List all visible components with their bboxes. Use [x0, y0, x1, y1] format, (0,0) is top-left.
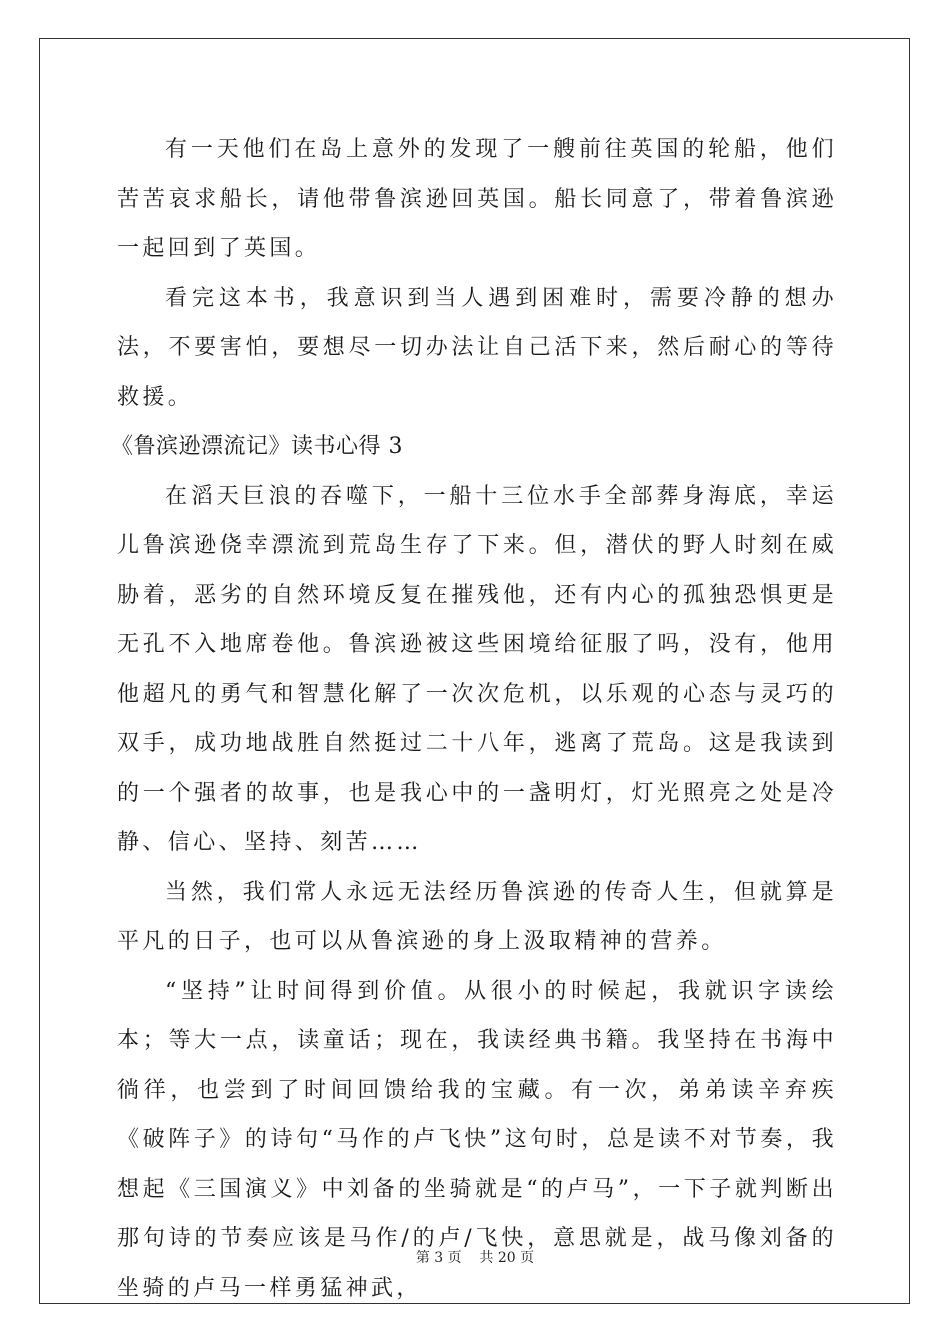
- paragraph: 看完这本书，我意识到当人遇到困难时，需要冷静的想办法，不要害怕，要想尽一切办法让自己活下来，然后耐心的等待救援。: [117, 285, 837, 410]
- paragraph: 当然，我们常人永远无法经历鲁滨逊的传奇人生，但就算是平凡的日子，也可以从鲁滨逊的身上汲取精神的营养。: [117, 879, 837, 954]
- document-body: [111, 125, 837, 1313]
- paragraph: 有一天他们在岛上意外的发现了一艘前往英国的轮船，他们苦苦哀求船长，请他带鲁滨逊回英国。船长同意了，带着鲁滨逊一起回到了英国。: [117, 137, 837, 261]
- page-number-footer: 第 3 页 共 20 页: [415, 1250, 535, 1266]
- paragraph: 在滔天巨浪的吞噬下，一船十三位水手全部葬身海底，幸运儿鲁滨逊侥幸漂流到荒岛生存了下来。但，潜伏的野人时刻在威胁着，恶劣的自然环境反复在摧残他，还有内心的孤独恐惧更是无孔不入地席卷他。鲁滨逊被这些困境给征服了吗，没有，他用他超凡的勇气和智慧化解了一次次危机，以乐观的心态与灵巧的双手，成功地战胜自然挺过二十八年，逃离了荒岛。这是我读到的一个强者的故事，也是我心中的一盏明灯，灯光照亮之处是冷静、信心、坚持、刻苦……: [117, 483, 837, 855]
- section-heading: 《鲁滨逊漂流记》读书心得 3: [111, 434, 403, 459]
- paragraph: “坚持”让时间得到价值。从很小的时候起，我就识字读绘本；等大一点，读童话；现在，我读经典书籍。我坚持在书海中徜徉，也尝到了时间回馈给我的宝藏。有一次，弟弟读辛弃疾《破阵子》的诗句“马作的卢飞快”这句时，总是读不对节奏，我想起《三国演义》中刘备的坐骑就是“的卢马”，一下子就判断出那句诗的节奏应该是马作/的卢/飞快，意思就是，战马像刘备的坐骑的卢马一样勇猛神武，: [117, 978, 837, 1301]
